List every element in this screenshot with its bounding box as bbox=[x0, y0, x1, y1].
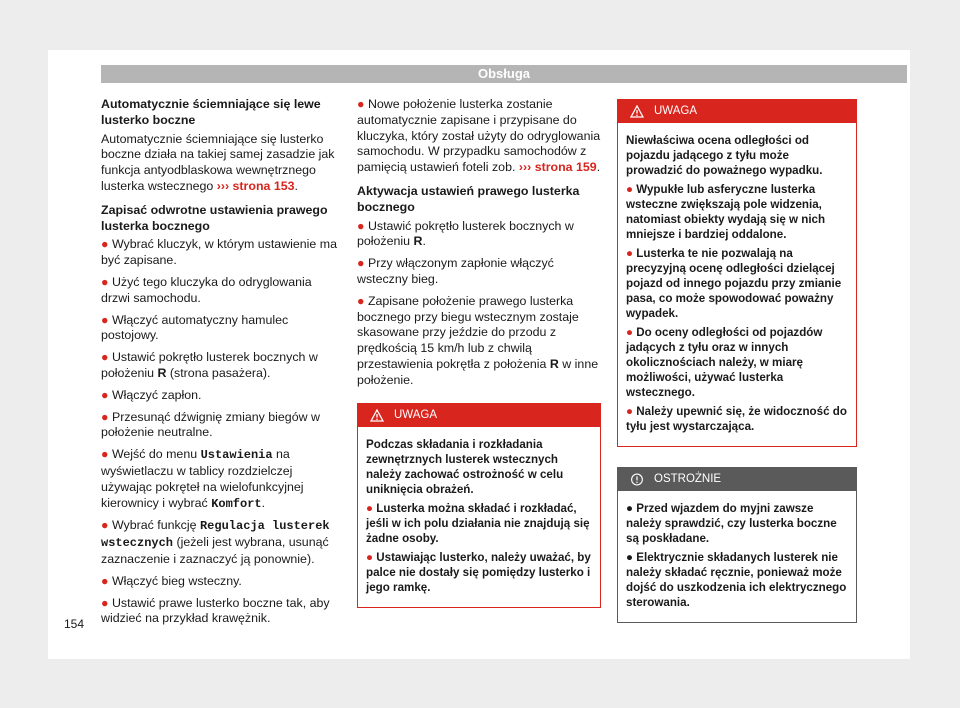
warning-triangle-icon bbox=[630, 105, 644, 118]
bullet-icon: ● bbox=[101, 237, 109, 252]
caution-body bbox=[618, 491, 856, 622]
list-item bbox=[101, 410, 341, 442]
list-item-text: Nowe położenie lusterka zostanie automatycznie zapisane i przypisane do kluczyka, który został użyty do odryglowania samochodu. W przypadku samochodów z pamięcią ustawień foteli zob. bbox=[357, 97, 601, 175]
bullet-icon: ● bbox=[357, 293, 365, 308]
warning-item-text: Lusterka można składać i rozkładać, jeśli w ich polu działania nie znajdują się żadne osoby. bbox=[366, 501, 590, 545]
list-item-text: Wybrać funkcję bbox=[111, 518, 197, 533]
warning-triangle-icon bbox=[370, 409, 384, 422]
list-item bbox=[101, 447, 341, 512]
list-item-text: Włączyć bieg wsteczny. bbox=[111, 573, 242, 588]
column-left bbox=[101, 97, 341, 633]
list-item bbox=[101, 518, 341, 567]
bullet-icon: ● bbox=[626, 326, 634, 339]
warning-item-text: Wypukłe lub asferyczne lusterka wsteczne zwiększają pole widzenia, natomiast obiekty wydają się w nich mniejsze i bardziej oddalone. bbox=[626, 183, 826, 241]
caution-box bbox=[617, 467, 857, 623]
bullet-icon: ● bbox=[101, 518, 109, 533]
warning-header bbox=[618, 100, 856, 123]
list-item bbox=[101, 313, 341, 345]
page-title: Obsługa bbox=[477, 66, 530, 81]
bullet-icon: ● bbox=[626, 183, 634, 196]
list-item bbox=[101, 275, 341, 307]
caution-item bbox=[626, 501, 848, 546]
function-name: Regulacja lusterek wstecznych bbox=[101, 519, 330, 551]
list-item bbox=[101, 596, 341, 628]
bullet-icon: ● bbox=[626, 405, 634, 418]
warning-item-text: Ustawiając lusterko, należy uważać, by palce nie dostały się pomiędzy lusterko i jego ramkę. bbox=[366, 550, 591, 594]
caution-header bbox=[618, 468, 856, 491]
list-item-text: w inne położenie. bbox=[357, 356, 599, 387]
caution-title: OSTROŻNIE bbox=[654, 473, 722, 485]
warning-item-text: Lusterka te nie pozwalają na precyzyjną ocenę odległości dzielącej pojazd od innego pojazdu przy zmianie pasa, co może spowodować poważny wypadek. bbox=[626, 247, 842, 320]
list-item-text: Użyć tego kluczyka do odryglowania drzwi samochodu. bbox=[101, 274, 312, 305]
list-item bbox=[101, 388, 341, 404]
bullet-icon: ● bbox=[101, 312, 109, 327]
page-number: 154 bbox=[64, 617, 85, 631]
menu-name: Ustawienia bbox=[200, 448, 273, 463]
punctuation: . bbox=[261, 495, 266, 510]
bullet-icon: ● bbox=[357, 97, 365, 111]
column-middle bbox=[357, 97, 601, 608]
list-item bbox=[357, 97, 601, 176]
page-link[interactable]: ››› strona 153 bbox=[216, 178, 295, 193]
bullet-icon: ● bbox=[101, 595, 109, 610]
warning-title: UWAGA bbox=[394, 408, 438, 421]
list-item-text: Przesunąć dźwignię zmiany biegów w położenie neutralne. bbox=[101, 409, 320, 440]
warning-item bbox=[626, 325, 848, 400]
paragraph bbox=[101, 132, 341, 195]
warning-item bbox=[366, 501, 592, 546]
bullet-icon: ● bbox=[101, 274, 109, 289]
list-item-text: Zapisane położenie prawego lusterka bocznego przy biegu wstecznym zostaje skasowane przy jeździe do przodu z prędkością 15 km/h lub z chwilą przestawienia pokrętła z położenia bbox=[357, 293, 579, 371]
warning-item bbox=[366, 550, 592, 595]
bullet-icon: ● bbox=[626, 247, 634, 260]
warning-title: UWAGA bbox=[654, 105, 698, 117]
warning-intro: Podczas składania i rozkładania zewnętrznych lusterek wstecznych należy zachować ostrożność w celu uniknięcia obrażeń. bbox=[366, 437, 564, 496]
section-heading: Zapisać odwrotne ustawienia prawego lusterka bocznego bbox=[101, 202, 328, 233]
warning-item bbox=[626, 246, 848, 321]
list-item-text: Włączyć zapłon. bbox=[111, 387, 202, 402]
list-item bbox=[357, 294, 601, 389]
warning-body bbox=[618, 123, 856, 446]
manual-page bbox=[48, 50, 910, 659]
warning-box bbox=[357, 403, 601, 608]
list-item bbox=[101, 237, 341, 269]
page-header bbox=[101, 65, 907, 83]
bullet-icon: ● bbox=[101, 387, 109, 402]
warning-intro: Niewłaściwa ocena odległości od pojazdu jadącego z tyłu może prowadzić do poważnego wypadku. bbox=[626, 134, 823, 177]
bullet-icon: ● bbox=[101, 573, 109, 588]
position-label: R bbox=[157, 365, 167, 380]
caution-circle-icon bbox=[630, 473, 644, 486]
position-label: R bbox=[549, 356, 559, 371]
bullet-icon: ● bbox=[101, 409, 109, 424]
caution-item-text: Przed wjazdem do myjni zawsze należy sprawdzić, czy lusterka boczne są poskładane. bbox=[626, 502, 837, 545]
section-heading: Automatycznie ściemniające się lewe lusterko boczne bbox=[101, 97, 321, 127]
bullet-icon: ● bbox=[626, 551, 634, 564]
bullet-icon: ● bbox=[357, 256, 365, 271]
warning-item bbox=[626, 404, 848, 434]
warning-body bbox=[358, 427, 600, 607]
list-item-text: Wybrać kluczyk, w którym ustawienie ma być zapisane. bbox=[101, 237, 337, 268]
list-item bbox=[101, 574, 341, 590]
bullet-icon: ● bbox=[357, 218, 365, 233]
list-item bbox=[357, 219, 601, 251]
menu-name: Komfort bbox=[211, 496, 262, 511]
list-item-text: Ustawić pokrętło lusterek bocznych w położeniu bbox=[357, 218, 574, 249]
warning-item-text: Należy upewnić się, że widoczność do tyłu jest wystarczająca. bbox=[626, 405, 847, 433]
punctuation: . bbox=[596, 160, 601, 175]
list-item bbox=[101, 350, 341, 382]
list-item-text: Przy włączonym zapłonie włączyć wsteczny bieg. bbox=[357, 256, 554, 286]
list-item-text: Ustawić pokrętło lusterek bocznych w położeniu bbox=[101, 350, 318, 380]
position-label: R bbox=[413, 234, 423, 249]
bullet-icon: ● bbox=[101, 350, 109, 365]
list-item-text: (jeżeli jest wybrana, usunąć zaznaczenie i zaznaczyć ją ponownie). bbox=[101, 535, 329, 566]
list-item-text: Ustawić prawe lusterko boczne tak, aby widzieć na przykład krawężnik. bbox=[101, 595, 330, 626]
paragraph-text: Automatycznie ściemniające się lusterko boczne działa na takiej samej zasadzie jak funkcja antyodblaskowa wewnętrznego lusterka wstecznego bbox=[101, 131, 335, 193]
bullet-icon: ● bbox=[626, 502, 634, 515]
list-item bbox=[357, 256, 601, 288]
warning-item bbox=[626, 182, 848, 242]
list-item-text: na wyświetlaczu w tablicy rozdzielczej używając pokręteł na wielofunkcyjnej kierownicy i wybrać bbox=[101, 447, 304, 510]
list-item-text: (strona pasażera). bbox=[169, 365, 271, 380]
caution-item bbox=[626, 550, 848, 610]
list-item-text: Włączyć automatyczny hamulec postojowy. bbox=[101, 312, 289, 343]
column-right bbox=[617, 99, 857, 623]
bullet-icon: ● bbox=[366, 501, 374, 515]
page-link[interactable]: ››› strona 159 bbox=[518, 160, 597, 175]
warning-item-text: Do oceny odległości od pojazdów jadących z tyłu oraz w innych okolicznościach należy, w miarę możliwości, używać lusterka wstecznego. bbox=[626, 326, 823, 399]
caution-item-text: Elektrycznie składanych lusterek nie należy składać ręcznie, ponieważ może dojść do uszkodzenia ich elektrycznego sterowania. bbox=[626, 551, 847, 609]
punctuation: . bbox=[294, 178, 298, 193]
list-item-text: Wejść do menu bbox=[111, 447, 198, 462]
bullet-icon: ● bbox=[101, 447, 109, 462]
warning-box bbox=[617, 99, 857, 447]
bullet-icon: ● bbox=[366, 550, 374, 564]
section-heading: Aktywacja ustawień prawego lusterka bocznego bbox=[357, 183, 580, 214]
warning-header bbox=[358, 404, 600, 427]
punctuation: . bbox=[422, 234, 426, 249]
